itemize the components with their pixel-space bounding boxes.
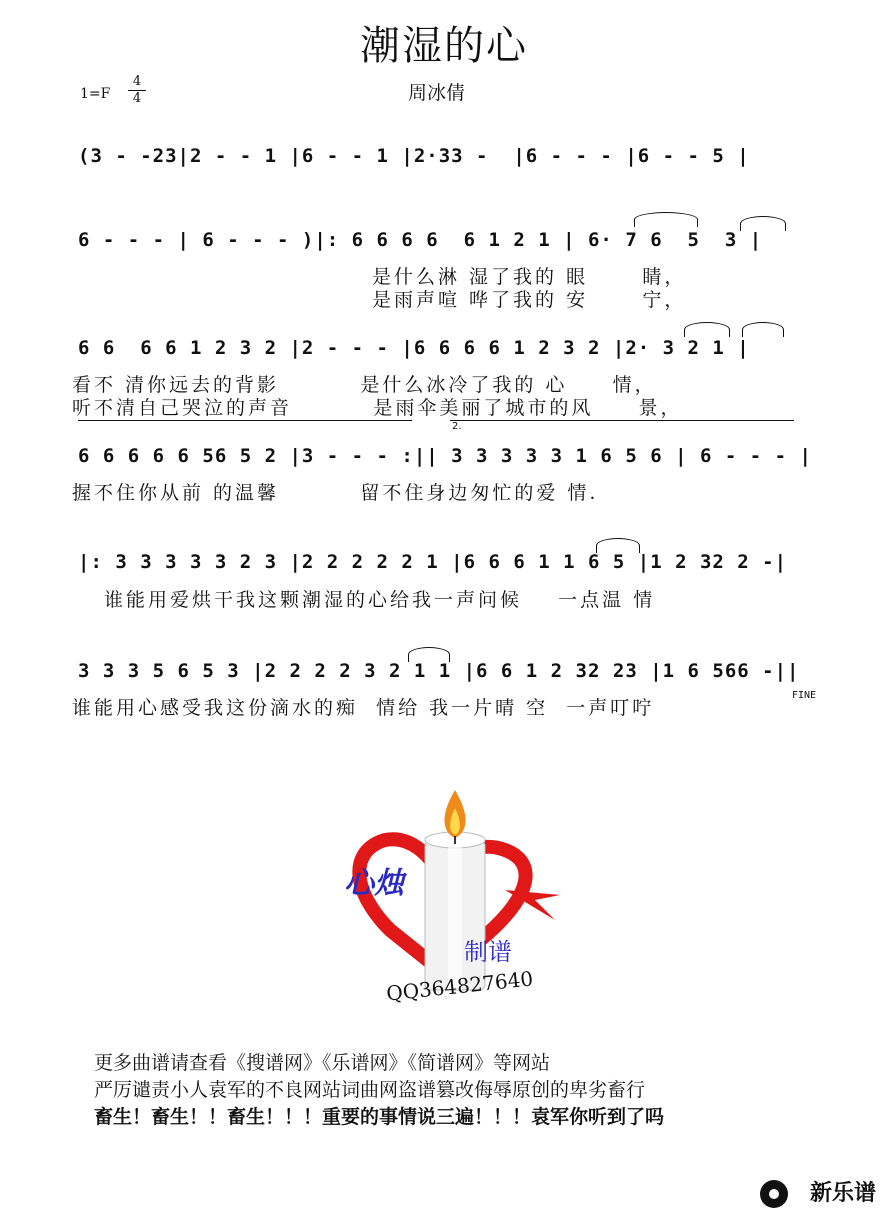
key-signature: 1=F: [80, 86, 111, 102]
slur: [742, 322, 784, 337]
slur: [596, 538, 640, 553]
logo-qq: QQ364827640: [385, 966, 535, 1006]
volta-bracket-2: [450, 420, 794, 421]
slur: [740, 216, 786, 231]
notation-row-5: |: 3 3 3 3 3 2 3 |2 2 2 2 2 1 |6 6 6 1 1 6 5 |1 2 32 2 -|: [78, 551, 788, 573]
song-title: 潮湿的心: [360, 23, 528, 69]
site-logo[interactable]: 新乐谱: [809, 1181, 876, 1206]
slur: [408, 647, 450, 662]
lyric-row-3-verse-1: 看不 清你远去的背影 是什么冰冷了我的 心 情，: [72, 374, 657, 396]
lyric-row-6: 谁能用心感受我这份滴水的痴 情给 我一片晴 空 一声叮咛: [72, 697, 655, 719]
time-signature: [128, 74, 146, 107]
fine-marker: FINE: [792, 690, 817, 701]
notation-row-3: 6 6 6 6 1 2 3 2 |2 - - - |6 6 6 6 1 2 3 2 |2· 3 2 1 |: [78, 337, 750, 359]
vinyl-icon: [760, 1180, 788, 1208]
notation-row-6: 3 3 3 5 6 5 3 |2 2 2 2 3 2 1 1 |6 6 1 2 32 23 |1 6 566 -||: [78, 660, 800, 682]
footer-line-2: 严厉谴责小人袁军的不良网站词曲网盗谱篡改侮辱原创的卑劣畜行: [94, 1079, 646, 1101]
slur: [684, 322, 730, 337]
lyric-row-2-verse-1: 是什么淋 湿了我的 眼 睛，: [372, 266, 687, 288]
slur: [634, 212, 698, 227]
composer: 周冰倩: [408, 82, 466, 104]
lyric-row-4: 握不住你从前 的温馨 留不住身边匆忙的爱 情.: [72, 482, 599, 504]
notation-row-2: 6 - - - | 6 - - - )|: 6 6 6 6 6 1 2 1 | 6· 7 6 5 3 |: [78, 229, 763, 251]
lyric-row-2-verse-2: 是雨声喧 哗了我的 安 宁，: [372, 289, 687, 311]
lyric-row-3-verse-2: 听不清自己哭泣的声音 是雨伞美丽了城市的风 景，: [72, 397, 683, 419]
notation-row-4: 6 6 6 6 6 56 5 2 |3 - - - :|| 3 3 3 3 3 1 6 5 6 | 6 - - - |: [78, 445, 812, 467]
logo-brand: 心烛: [344, 866, 404, 901]
logo-subtitle: 制谱: [464, 938, 512, 966]
lyric-row-5: 谁能用爱烘干我这颗潮湿的心给我一声问候 一点温 情: [104, 589, 656, 611]
volta-bracket-1: [78, 420, 412, 421]
footer-line-1: 更多曲谱请查看《搜谱网》《乐谱网》《简谱网》等网站: [94, 1052, 551, 1074]
notation-row-1: (3 - -23|2 - - 1 |6 - - 1 |2·33 - |6 - - - |6 - - 5 |: [78, 145, 750, 167]
footer-line-3: 畜生！畜生！！畜生！！！重要的事情说三遍！！！袁军你听到了吗: [94, 1106, 665, 1128]
time-bottom: 4: [128, 90, 146, 107]
time-top: 4: [132, 74, 142, 89]
volta-label: 2.: [452, 421, 462, 432]
